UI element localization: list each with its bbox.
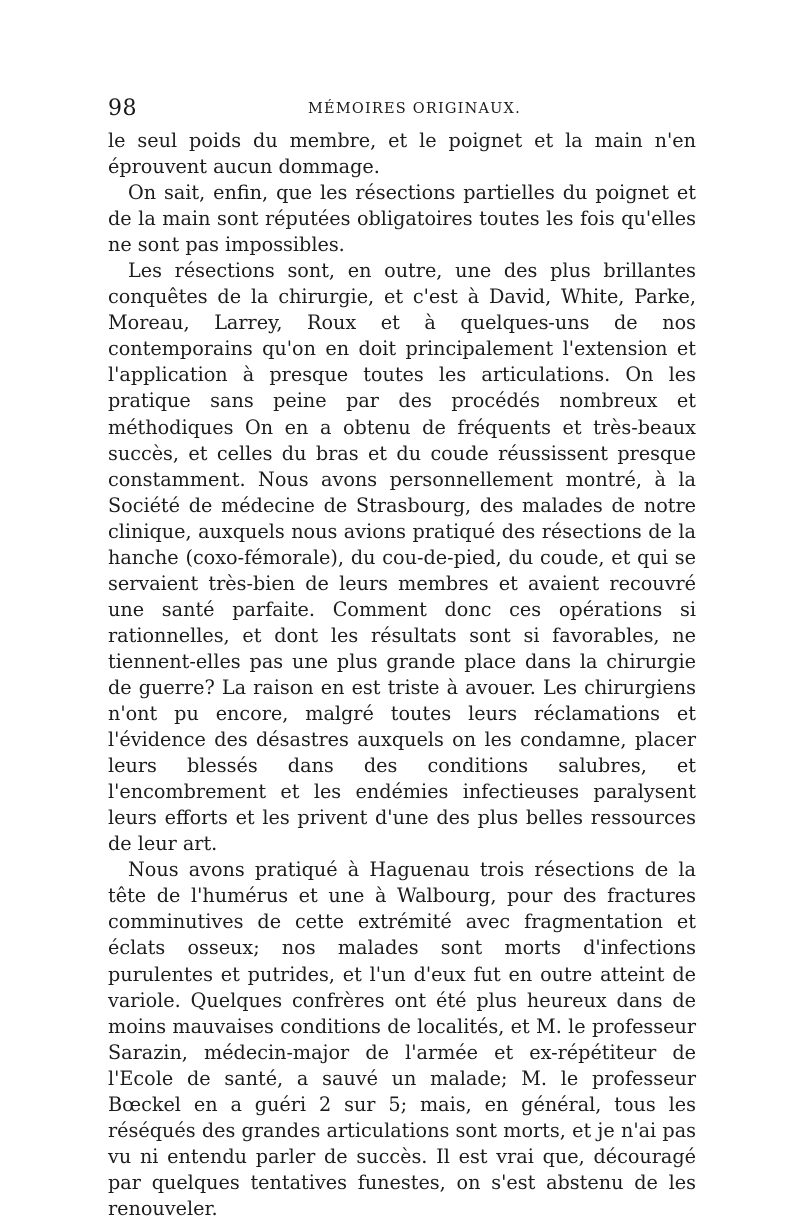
page-number: 98: [108, 96, 137, 121]
paragraph-3: Les résections sont, en outre, une des plus brillantes conquêtes de la chirurgie, et c'est à David, White, Parke, Moreau, Larrey, Roux et à quelques-uns de nos contemporains qu'on en doit principalement l'extension et l'application à presque toutes les articulations. On les pratique sans peine par des procédés nombreux et méthodiques On en a obtenu de fréquents et très-beaux succès, et celles du bras et du coude réussissent presque constamment. Nous avons personnellement montré, à la Société de médecine de Strasbourg, des malades de notre clinique, auxquels nous avions pratiqué des résections de la hanche (coxo-fémorale), du cou-de-pied, du coude, et qui se servaient très-bien de leurs membres et avaient recouvré une santé parfaite. Comment donc ces opérations si rationnelles, et dont les résultats sont si favorables, ne tiennent-elles pas une plus grande place dans la chirurgie de guerre? La raison en est triste à avouer. Les chirurgiens n'ont pu encore, malgré toutes leurs réclamations et l'évidence des désastres auxquels on les condamne, placer leurs blessés dans des conditions salubres, et l'encombrement et les endémies infectieuses paralysent leurs efforts et les privent d'une des plus belles ressources de leur art.: [108, 259, 696, 856]
paragraph-1: le seul poids du membre, et le poignet et la main n'en éprouvent aucun dommage.: [108, 129, 696, 179]
running-head: MÉMOIRES ORIGINAUX.: [308, 101, 521, 117]
paragraph-4: Nous avons pratiqué à Haguenau trois résections de la tête de l'humérus et une à Walbourg, pour des fractures comminutives de cette extrémité avec fragmentation et éclats osseux; nos malades sont morts d'infections purulentes et putrides, et l'un d'eux fut en outre atteint de variole. Quelques confrères ont été plus heureux dans de moins mauvaises conditions de localités, et M. le professeur Sarazin, médecin-major de l'armée et ex-répétiteur de l'Ecole de santé, a sauvé un malade; M. le professeur Bœckel en a guéri 2 sur 5; mais, en général, tous les réséqués des grandes articulations sont morts, et je n'ai pas vu ni entendu parler de succès. Il est vrai que, découragé par quelques tentatives funestes, on s'est abstenu de les renouveler.: [108, 858, 696, 1220]
paragraph-2: On sait, enfin, que les résections partielles du poignet et de la main sont réputées obligatoires toutes les fois qu'elles ne sont pas impossibles.: [108, 181, 696, 257]
page-header: [108, 96, 693, 126]
body-text: [108, 128, 696, 1222]
